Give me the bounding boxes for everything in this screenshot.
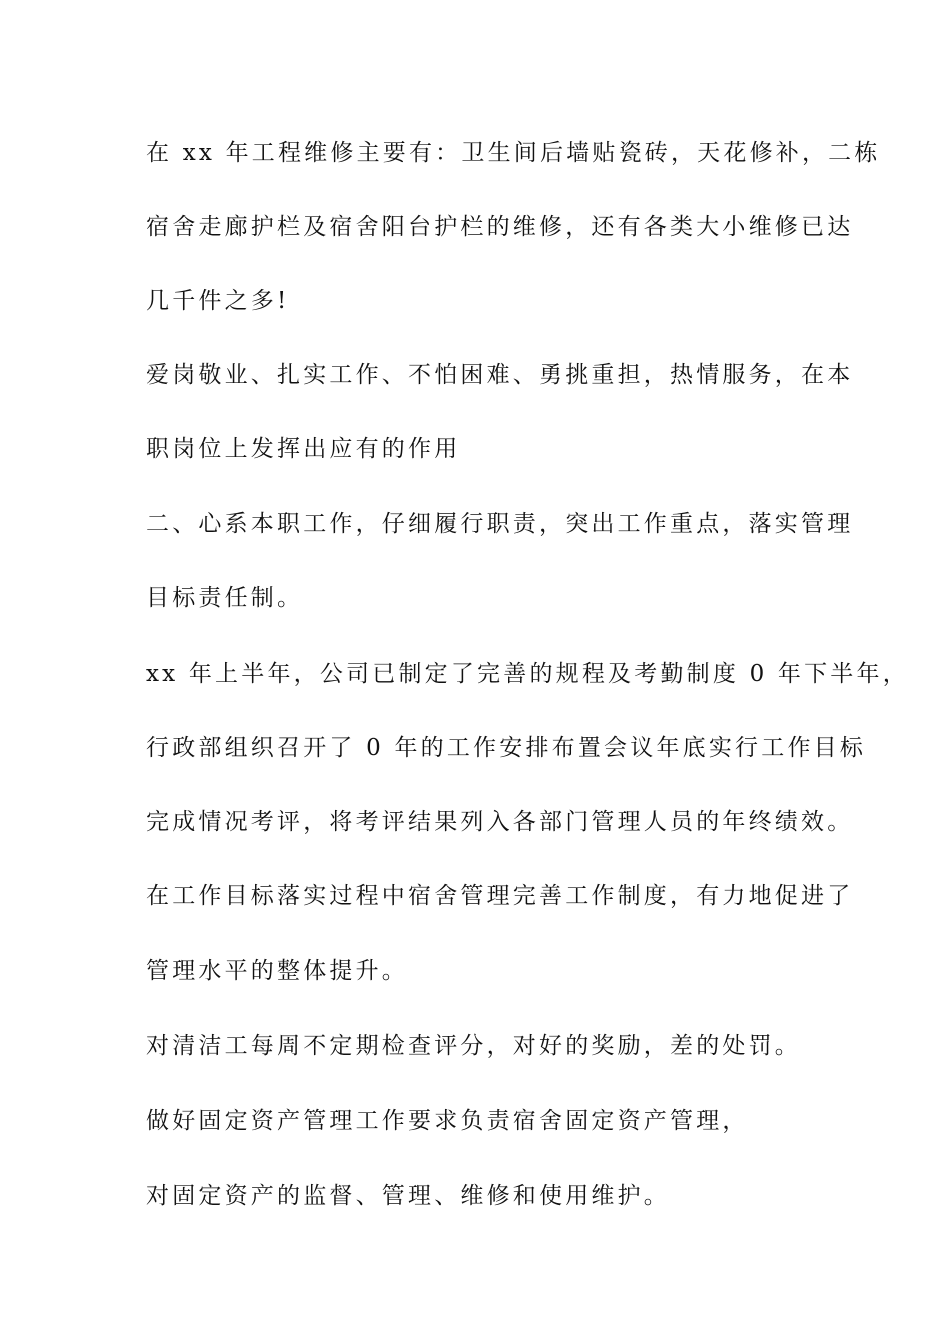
text-line: 几千件之多!	[146, 288, 290, 314]
text-line: 二、心系本职工作，仔细履行职责，突出工作重点，落实管理	[146, 511, 854, 537]
text-line: 在 xx 年工程维修主要有：卫生间后墙贴瓷砖，天花修补，二栋	[146, 140, 881, 166]
text-line: xx 年上半年，公司已制定了完善的规程及考勤制度 0 年下半年，	[146, 661, 909, 687]
text-line: 目标责任制。	[146, 585, 304, 611]
text-line: 在工作目标落实过程中宿舍管理完善工作制度，有力地促进了	[146, 883, 854, 909]
text-line: 完成情况考评，将考评结果列入各部门管理人员的年终绩效。	[146, 809, 854, 835]
text-line: 爱岗敬业、扎实工作、不怕困难、勇挑重担，热情服务，在本	[146, 362, 854, 388]
text-line: 对固定资产的监督、管理、维修和使用维护。	[146, 1183, 670, 1209]
text-line: 行政部组织召开了 0 年的工作安排布置会议年底实行工作目标	[146, 735, 867, 761]
text-line: 对清洁工每周不定期检查评分，对好的奖励，差的处罚。	[146, 1033, 801, 1059]
text-line: 宿舍走廊护栏及宿舍阳台护栏的维修，还有各类大小维修已达	[146, 214, 854, 240]
text-line: 做好固定资产管理工作要求负责宿舍固定资产管理，	[146, 1108, 749, 1134]
text-line: 管理水平的整体提升。	[146, 958, 408, 984]
text-line: 职岗位上发挥出应有的作用	[146, 436, 461, 462]
